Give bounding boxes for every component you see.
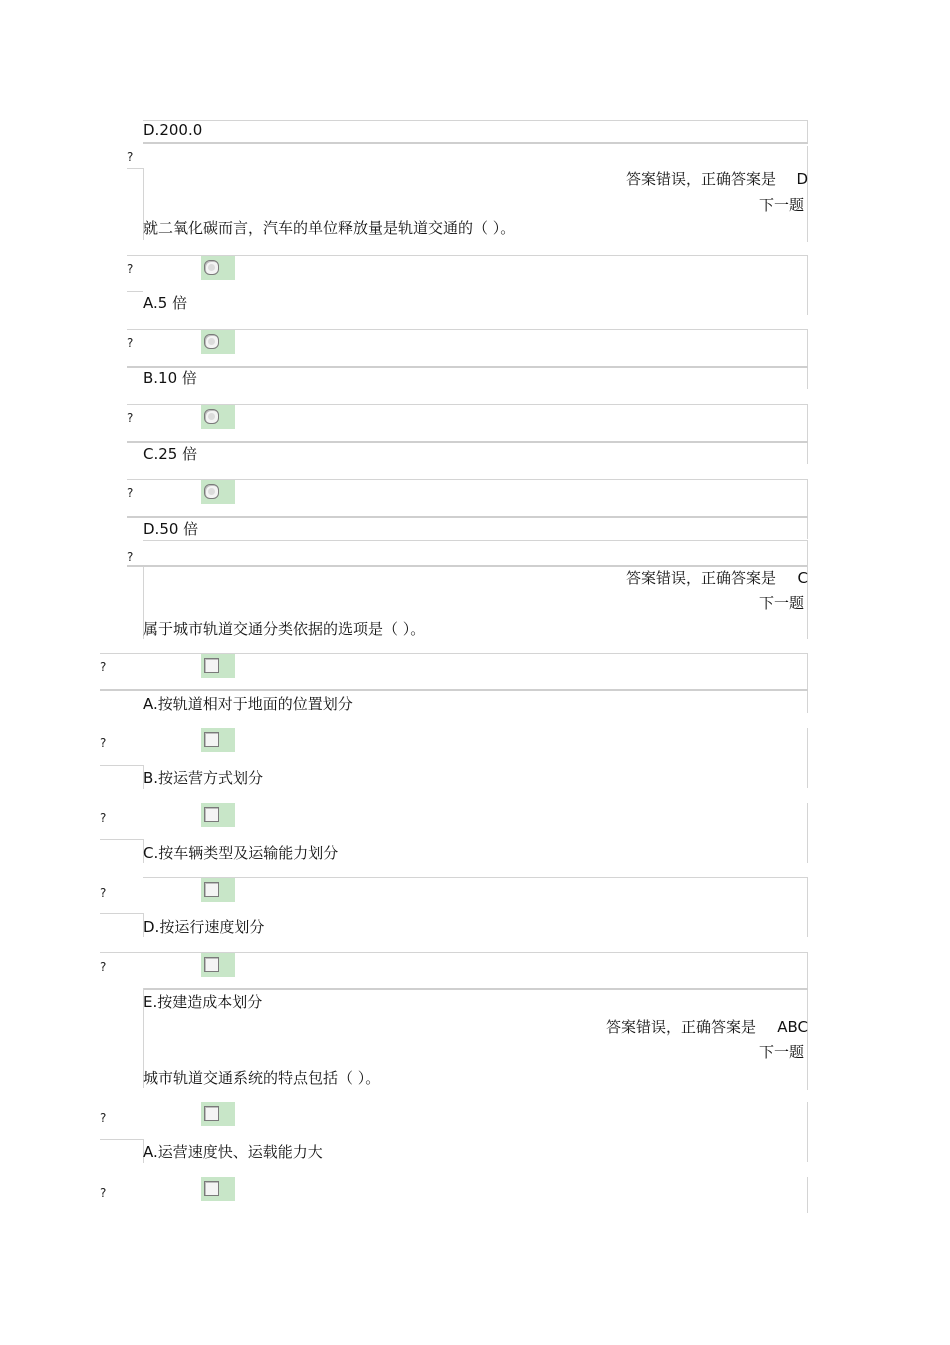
divider	[127, 168, 143, 169]
question-mark: ?	[100, 660, 107, 674]
result-text: 答案错误，正确答案是	[625, 170, 776, 188]
radio-option-b[interactable]	[201, 330, 235, 354]
option-label: D.按运行速度划分	[143, 918, 265, 936]
divider	[807, 1177, 808, 1213]
radio-icon	[204, 484, 219, 499]
divider	[127, 565, 808, 567]
option-label: B.10 倍	[143, 369, 197, 387]
question-mark: ?	[100, 960, 107, 974]
divider	[807, 146, 808, 242]
radio-option-c[interactable]	[201, 405, 235, 429]
divider	[100, 689, 808, 691]
checkbox-icon	[204, 732, 219, 747]
question-mark: ?	[100, 811, 107, 825]
divider	[127, 441, 808, 443]
radio-option-a[interactable]	[201, 256, 235, 280]
question-stem: 属于城市轨道交通分类依据的选项是（ ）。	[143, 620, 426, 638]
divider	[143, 120, 808, 121]
divider	[807, 120, 808, 144]
question-stem: 城市轨道交通系统的特点包括（ ）。	[143, 1069, 381, 1087]
divider	[143, 540, 808, 541]
divider	[807, 653, 808, 713]
divider	[807, 728, 808, 788]
divider	[807, 479, 808, 539]
checkbox-icon	[204, 1181, 219, 1196]
divider	[100, 839, 143, 840]
correct-answer: C	[797, 569, 808, 587]
checkbox-option-a[interactable]	[201, 654, 235, 678]
divider	[807, 803, 808, 863]
option-label: B.按运营方式划分	[143, 769, 264, 787]
option-label: D.200.0	[143, 121, 203, 139]
question-mark: ?	[127, 411, 134, 425]
question-mark: ?	[127, 150, 134, 164]
question-mark: ?	[127, 262, 134, 276]
checkbox-icon	[204, 807, 219, 822]
option-label: C.25 倍	[143, 445, 198, 463]
checkbox-option-b[interactable]	[201, 1177, 235, 1201]
option-label: C.按车辆类型及运输能力划分	[143, 844, 339, 862]
divider	[807, 255, 808, 315]
option-label: A.按轨道相对于地面的位置划分	[143, 695, 353, 713]
divider	[807, 404, 808, 464]
divider	[127, 366, 808, 368]
option-label: A.5 倍	[143, 294, 188, 312]
divider	[143, 988, 808, 990]
checkbox-option-d[interactable]	[201, 878, 235, 902]
divider	[127, 516, 808, 518]
checkbox-option-c[interactable]	[201, 803, 235, 827]
divider	[143, 142, 808, 144]
divider	[807, 541, 808, 639]
checkbox-option-e[interactable]	[201, 953, 235, 977]
next-question-button[interactable]: 下一题	[758, 196, 804, 214]
option-label: A.运营速度快、运载能力大	[143, 1143, 323, 1161]
correct-answer: D	[796, 170, 808, 188]
checkbox-option-b[interactable]	[201, 728, 235, 752]
option-label: D.50 倍	[143, 520, 199, 538]
divider	[807, 329, 808, 389]
result-text: 答案错误，正确答案是	[625, 569, 776, 587]
question-stem: 就二氧化碳而言，汽车的单位释放量是轨道交通的（ ）。	[143, 219, 516, 237]
radio-icon	[204, 409, 219, 424]
result-text: 答案错误，正确答案是	[605, 1018, 756, 1036]
radio-icon	[204, 334, 219, 349]
question-mark: ?	[127, 336, 134, 350]
checkbox-icon	[204, 882, 219, 897]
question-mark: ?	[100, 1111, 107, 1125]
divider	[127, 291, 143, 292]
radio-option-d[interactable]	[201, 480, 235, 504]
checkbox-icon	[204, 957, 219, 972]
question-mark: ?	[100, 736, 107, 750]
question-mark: ?	[127, 550, 134, 564]
option-label: E.按建造成本划分	[143, 993, 263, 1011]
divider	[100, 765, 143, 766]
checkbox-icon	[204, 658, 219, 673]
checkbox-option-a[interactable]	[201, 1102, 235, 1126]
divider	[100, 913, 143, 914]
question-mark: ?	[100, 1186, 107, 1200]
question-mark: ?	[127, 486, 134, 500]
next-question-button[interactable]: 下一题	[758, 1043, 804, 1061]
checkbox-icon	[204, 1106, 219, 1121]
radio-icon	[204, 260, 219, 275]
divider	[100, 1139, 143, 1140]
divider	[143, 877, 808, 878]
next-question-button[interactable]: 下一题	[758, 594, 804, 612]
divider	[807, 877, 808, 937]
correct-answer: ABC	[777, 1018, 808, 1036]
question-mark: ?	[100, 886, 107, 900]
divider	[807, 1102, 808, 1162]
